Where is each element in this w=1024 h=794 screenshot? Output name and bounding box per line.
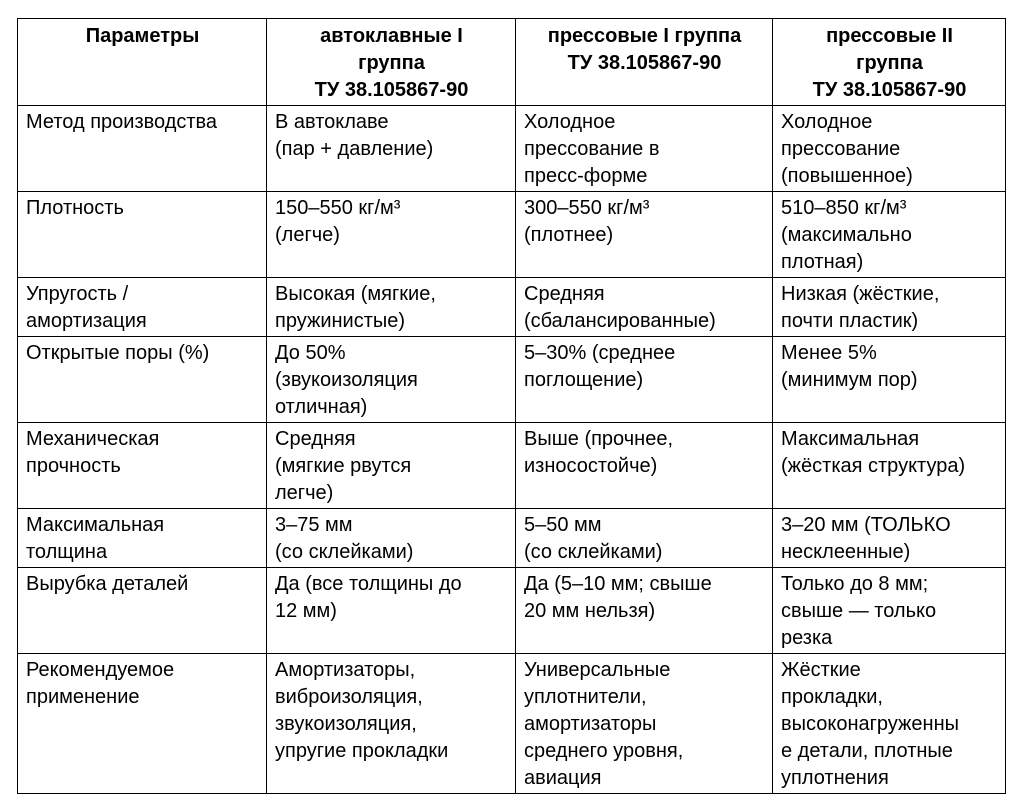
- table-row: [18, 337, 1006, 423]
- parameter-cell: [18, 654, 267, 794]
- press-group1-cell: [516, 337, 773, 423]
- autoclave-group1-cell: [267, 192, 516, 278]
- autoclave-group1-cell: [267, 423, 516, 509]
- parameter-cell: [18, 278, 267, 337]
- table-row: [18, 278, 1006, 337]
- autoclave-group1-cell: [267, 106, 516, 192]
- header-cell-line: автоклавные I: [320, 25, 463, 47]
- cell-text-line: несклеенные): [781, 541, 911, 563]
- press-group2-cell: [773, 423, 1006, 509]
- header-cell-line: прессовые I группа: [547, 25, 742, 47]
- cell-text-line: легче): [275, 482, 334, 504]
- cell-text-line: (жёсткая структура): [781, 455, 966, 477]
- cell-text-line: прочность: [26, 455, 121, 477]
- cell-text-line: среднего уровня,: [524, 740, 684, 762]
- press-group1-cell: [516, 568, 773, 654]
- cell-text-line: Рекомендуемое: [26, 659, 175, 681]
- parameter-cell: [18, 423, 267, 509]
- cell-text-line: (повышенное): [781, 165, 913, 187]
- cell-text-line: толщина: [26, 541, 108, 563]
- cell-text-line: Холодное: [524, 111, 616, 133]
- cell-text-line: Плотность: [26, 197, 124, 219]
- cell-text-line: Да (5–10 мм; свыше: [524, 573, 712, 595]
- parameter-cell: [18, 568, 267, 654]
- header-cell-line: группа: [856, 52, 923, 74]
- table-body: [18, 106, 1006, 794]
- cell-text-line: авиация: [524, 767, 602, 789]
- cell-text-line: уплотнения: [781, 767, 889, 789]
- cell-text-line: свыше — только: [781, 600, 937, 622]
- table-row: [18, 509, 1006, 568]
- cell-text-line: Холодное: [781, 111, 873, 133]
- cell-text-line: почти пластик): [781, 310, 919, 332]
- cell-text-line: (плотнее): [524, 224, 614, 246]
- cell-text-line: 5–50 мм: [524, 514, 602, 536]
- cell-text-line: Максимальная: [781, 428, 920, 450]
- parameters-table: [17, 18, 1006, 794]
- header-cell-line: группа: [358, 52, 425, 74]
- cell-text-line: прокладки,: [781, 686, 883, 708]
- autoclave-group1-cell: [267, 568, 516, 654]
- cell-text-line: 12 мм): [275, 600, 337, 622]
- table-row: [18, 192, 1006, 278]
- cell-text-line: (со склейками): [524, 541, 663, 563]
- press-group1-cell: [516, 106, 773, 192]
- press-group1-cell: [516, 423, 773, 509]
- press-group1-cell: [516, 654, 773, 794]
- cell-text-line: Жёсткие: [781, 659, 861, 681]
- cell-text-line: высоконагруженны: [781, 713, 959, 735]
- cell-text-line: поглощение): [524, 369, 644, 391]
- cell-text-line: 150–550 кг/м³: [275, 197, 401, 219]
- press-group2-cell: [773, 509, 1006, 568]
- cell-text-line: (минимум пор): [781, 369, 918, 391]
- table-row: [18, 106, 1006, 192]
- cell-text-line: Метод производства: [26, 111, 218, 133]
- header-cell-line: прессовые II: [826, 25, 953, 47]
- parameter-cell: [18, 337, 267, 423]
- press-group1-cell: [516, 509, 773, 568]
- autoclave-group1-cell: [267, 278, 516, 337]
- parameter-cell: [18, 106, 267, 192]
- header-press-group2: [773, 19, 1006, 106]
- cell-text-line: упругие прокладки: [275, 740, 449, 762]
- parameter-cell: [18, 509, 267, 568]
- press-group1-cell: [516, 192, 773, 278]
- table-row: [18, 568, 1006, 654]
- cell-text-line: резка: [781, 627, 833, 649]
- cell-text-line: звукоизоляция,: [275, 713, 417, 735]
- cell-text-line: Менее 5%: [781, 342, 877, 364]
- table-row: [18, 654, 1006, 794]
- cell-text-line: (максимально: [781, 224, 912, 246]
- press-group2-cell: [773, 654, 1006, 794]
- table-row: [18, 423, 1006, 509]
- header-parameters: [18, 19, 267, 106]
- cell-text-line: плотная): [781, 251, 864, 273]
- press-group1-cell: [516, 278, 773, 337]
- press-group2-cell: [773, 337, 1006, 423]
- cell-text-line: виброизоляция,: [275, 686, 423, 708]
- cell-text-line: (легче): [275, 224, 340, 246]
- cell-text-line: До 50%: [275, 342, 346, 364]
- cell-text-line: Средняя: [524, 283, 605, 305]
- cell-text-line: Выше (прочнее,: [524, 428, 674, 450]
- cell-text-line: Вырубка деталей: [26, 573, 189, 595]
- header-cell-line: ТУ 38.105867-90: [567, 52, 722, 74]
- cell-text-line: 20 мм нельзя): [524, 600, 656, 622]
- document-page: [17, 18, 1006, 794]
- cell-text-line: 5–30% (среднее: [524, 342, 676, 364]
- cell-text-line: Максимальная: [26, 514, 165, 536]
- cell-text-line: (звукоизоляция: [275, 369, 418, 391]
- cell-text-line: Средняя: [275, 428, 356, 450]
- header-cell-line: Параметры: [85, 25, 200, 47]
- cell-text-line: пружинистые): [275, 310, 406, 332]
- cell-text-line: Низкая (жёсткие,: [781, 283, 940, 305]
- autoclave-group1-cell: [267, 509, 516, 568]
- cell-text-line: применение: [26, 686, 140, 708]
- cell-text-line: прессование: [781, 138, 901, 160]
- header-row: [18, 19, 1006, 106]
- cell-text-line: 300–550 кг/м³: [524, 197, 650, 219]
- cell-text-line: прессование в: [524, 138, 660, 160]
- cell-text-line: износостойче): [524, 455, 658, 477]
- header-autoclave-group1: [267, 19, 516, 106]
- cell-text-line: 3–20 мм (ТОЛЬКО: [781, 514, 951, 536]
- cell-text-line: Механическая: [26, 428, 160, 450]
- table-header: [18, 19, 1006, 106]
- cell-text-line: Высокая (мягкие,: [275, 283, 436, 305]
- cell-text-line: В автоклаве: [275, 111, 389, 133]
- cell-text-line: Универсальные: [524, 659, 671, 681]
- press-group2-cell: [773, 278, 1006, 337]
- header-cell-line: ТУ 38.105867-90: [314, 79, 469, 101]
- cell-text-line: Амортизаторы,: [275, 659, 416, 681]
- header-press-group1: [516, 19, 773, 106]
- cell-text-line: 510–850 кг/м³: [781, 197, 907, 219]
- cell-text-line: отличная): [275, 396, 368, 418]
- cell-text-line: е детали, плотные: [781, 740, 953, 762]
- press-group2-cell: [773, 106, 1006, 192]
- cell-text-line: уплотнители,: [524, 686, 647, 708]
- cell-text-line: Открытые поры (%): [26, 342, 210, 364]
- cell-text-line: Да (все толщины до: [275, 573, 462, 595]
- cell-text-line: Только до 8 мм;: [781, 573, 929, 595]
- cell-text-line: (сбалансированные): [524, 310, 716, 332]
- cell-text-line: амортизация: [26, 310, 147, 332]
- header-cell-line: ТУ 38.105867-90: [812, 79, 967, 101]
- press-group2-cell: [773, 192, 1006, 278]
- parameter-cell: [18, 192, 267, 278]
- press-group2-cell: [773, 568, 1006, 654]
- cell-text-line: (пар + давление): [275, 138, 434, 160]
- cell-text-line: 3–75 мм: [275, 514, 353, 536]
- cell-text-line: (мягкие рвутся: [275, 455, 412, 477]
- autoclave-group1-cell: [267, 337, 516, 423]
- cell-text-line: (со склейками): [275, 541, 414, 563]
- cell-text-line: Упругость /: [26, 283, 129, 305]
- cell-text-line: амортизаторы: [524, 713, 657, 735]
- autoclave-group1-cell: [267, 654, 516, 794]
- cell-text-line: пресс-форме: [524, 165, 648, 187]
